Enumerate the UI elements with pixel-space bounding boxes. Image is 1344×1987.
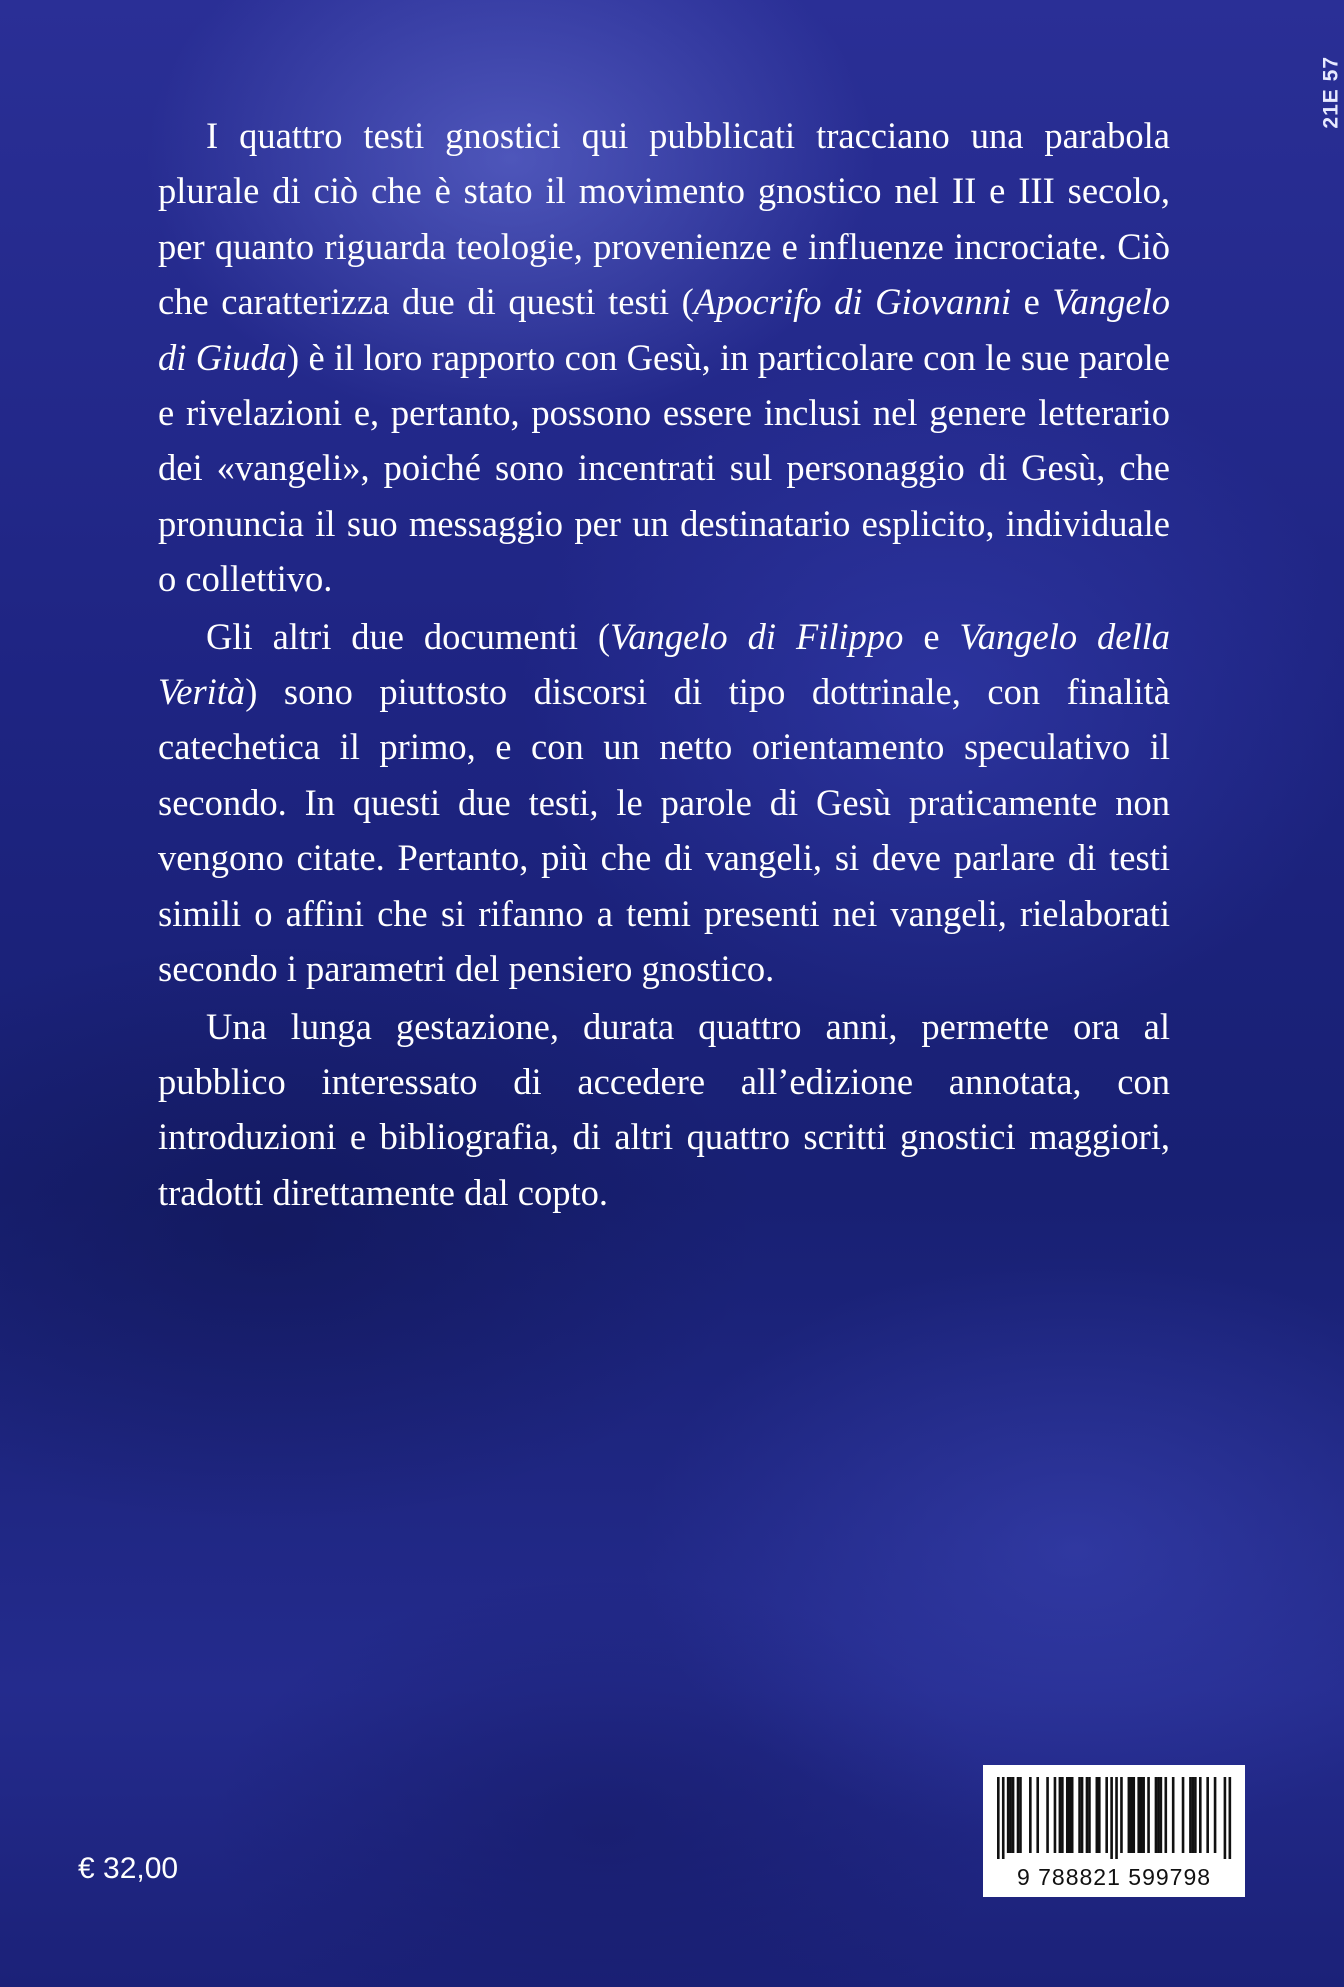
barcode-bar [1078, 1777, 1081, 1853]
blurb-paragraph-3: Una lunga gestazione, durata quattro anni, permette ora al pubblico interessato di accedere all’edizione annotata, con introduzioni e bibliografia, di altri quattro scritti gnostici maggiori, tradotti direttamente dal copto. [158, 1005, 1170, 1213]
barcode-bar [1199, 1777, 1202, 1853]
spine-code: 21E 57 [1320, 56, 1343, 129]
barcode-bar [1002, 1777, 1005, 1859]
title-vangelo-di-filippo: Vangelo di Filippo [610, 615, 904, 657]
barcode-bar [1098, 1777, 1101, 1853]
barcode-bar [1157, 1777, 1160, 1853]
barcode-bar [1017, 1777, 1020, 1853]
price-label: € 32,00 [78, 1852, 179, 1885]
barcode-bar [1061, 1777, 1064, 1853]
barcode-bar [1214, 1777, 1217, 1853]
barcode-bar [1068, 1777, 1071, 1853]
barcode-bar [1128, 1777, 1131, 1853]
title-vangelo-della-verita: Vangelo della Verità [158, 615, 1171, 713]
barcode-bar [1054, 1777, 1057, 1853]
barcode-bar [1086, 1777, 1089, 1853]
barcode-bar [1172, 1777, 1175, 1853]
blurb-paragraph-1: I quattro testi gnostici qui pubblicati tracciano una parabola plurale di ciò che è stato il movimento gnostico nel II e III secolo, per quanto riguarda teologie, provenienze e influenze incrociate. Ciò che caratterizza due di questi testi (Apocrifo di Giovanni e Vangelo di Giuda) è il loro rapporto con Gesù, in particolare con le sue parole e rivelazioni e, pertanto, possono essere inclusi nel genere letterario dei «vangeli», poiché sono incentrati sul personaggio di Gesù, che pronuncia il suo messaggio per un destinatario esplicito, individuale o collettivo. [158, 115, 1171, 600]
barcode-bar [1164, 1777, 1167, 1853]
barcode-bar [1120, 1777, 1123, 1853]
barcode-bar [1046, 1777, 1049, 1853]
barcode-bar [1029, 1777, 1032, 1853]
barcode-bar [1009, 1777, 1012, 1853]
barcode-bar [1192, 1777, 1195, 1853]
barcode-bar [1081, 1777, 1084, 1853]
barcode-bar [1140, 1777, 1143, 1853]
barcode-bar [997, 1777, 1000, 1859]
barcode-bar [1229, 1777, 1232, 1859]
barcode-bar [1019, 1777, 1022, 1853]
barcode-bar [1224, 1777, 1227, 1859]
barcode-bars [997, 1777, 1231, 1859]
barcode-bar [1189, 1777, 1192, 1853]
barcode-bar [1115, 1777, 1118, 1859]
barcode-bar [1132, 1777, 1135, 1853]
barcode-bar [1066, 1777, 1069, 1853]
barcode-bar [1206, 1777, 1209, 1853]
back-cover-blurb [158, 108, 1170, 1220]
barcode-bar [1012, 1777, 1015, 1853]
barcode-bar [1137, 1777, 1140, 1853]
barcode-bar [1142, 1777, 1145, 1853]
barcode-bar [1160, 1777, 1163, 1853]
title-apocrifo-di-giovanni: Apocrifo di Giovanni [693, 281, 1011, 323]
barcode-bar [1036, 1777, 1039, 1853]
barcode-bar [1088, 1777, 1091, 1853]
blurb-paragraph-2: Gli altri due documenti (Vangelo di Filippo e Vangelo della Verità) sono piuttosto discorsi di tipo dottrinale, con finalità catechetica il primo, e con un netto orientamento speculativo il secondo. In questi due testi, le parole di Gesù praticamente non vengono citate. Pertanto, più che di vangeli, si deve parlare di testi simili o affini che si rifanno a temi presenti nei vangeli, rielaborati secondo i parametri del pensiero gnostico. [158, 615, 1171, 990]
isbn-barcode [983, 1765, 1245, 1897]
barcode-bar [1096, 1777, 1099, 1853]
barcode-bar [1182, 1777, 1185, 1853]
title-vangelo-di-giuda: Vangelo di Giuda [158, 281, 1171, 378]
barcode-bar [1105, 1777, 1108, 1853]
barcode-bar [1194, 1777, 1197, 1853]
barcode-bar [1071, 1777, 1074, 1853]
barcode-bar [1130, 1777, 1133, 1853]
isbn-digits: 9 788821 599798 [1016, 1864, 1212, 1890]
barcode-bar [1147, 1777, 1150, 1853]
barcode-bar [1059, 1777, 1062, 1853]
barcode-bar [1007, 1777, 1010, 1853]
barcode-bar [1110, 1777, 1113, 1859]
barcode-bar [1155, 1777, 1158, 1853]
